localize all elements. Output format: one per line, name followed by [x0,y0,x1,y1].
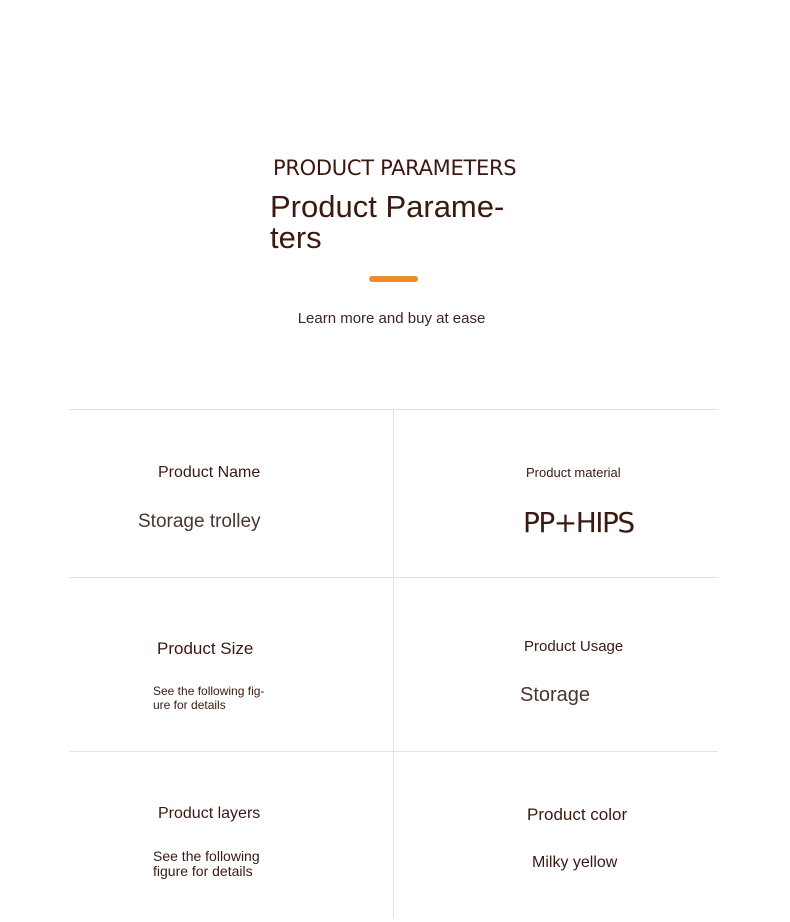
param-label: Product Usage [524,638,624,655]
section-heading-english: PRODUCT PARAMETERS [273,156,517,180]
param-value: See the following fig- ure for details [153,684,265,712]
param-label: Product material [526,465,621,480]
param-label: Product color [527,805,628,824]
param-label: Product Size [157,639,254,658]
param-value: Storage trolley [138,511,261,532]
param-label: Product layers [158,805,261,822]
section-heading: Product Parame- ters [270,189,505,255]
section-subtitle: Learn more and buy at ease [297,310,486,327]
param-label: Product Name [158,464,261,481]
param-value: Storage [520,684,591,706]
param-value: Milky yellow [532,854,618,871]
param-value: PP+HIPS [523,506,634,539]
table-divider [393,410,394,918]
accent-bar [369,276,418,282]
param-value: See the following figure for details [153,848,260,879]
